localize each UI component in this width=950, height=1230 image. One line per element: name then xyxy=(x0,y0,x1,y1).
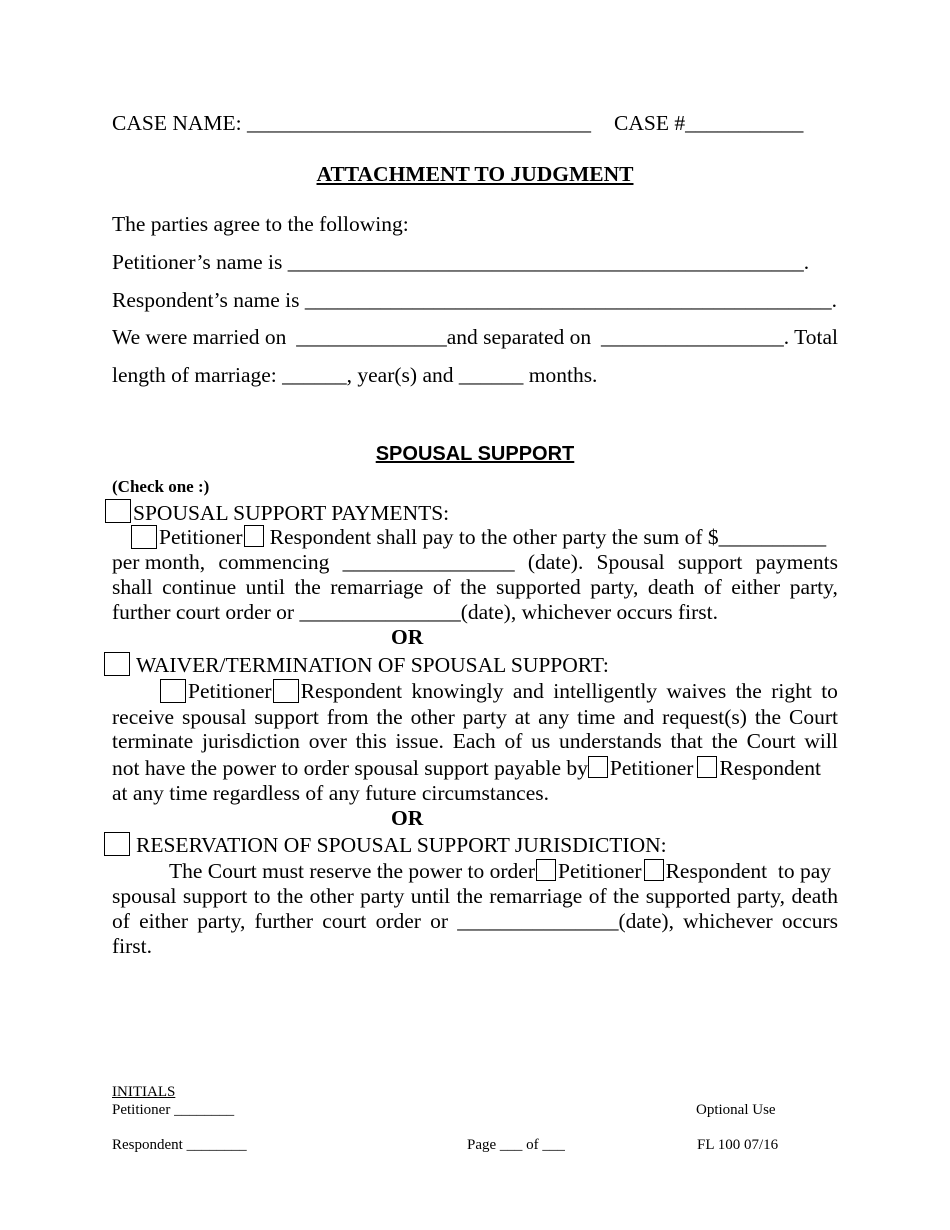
word: the xyxy=(613,884,640,908)
word: whichever xyxy=(683,909,773,933)
petitioner-initials: Petitioner ________ xyxy=(112,1102,235,1118)
word: time xyxy=(577,705,616,729)
opt2-petitioner-label: Petitioner xyxy=(188,679,272,703)
word: either xyxy=(731,575,781,599)
page-title: ATTACHMENT TO JUDGMENT xyxy=(316,162,634,186)
word: to xyxy=(821,679,838,703)
word: party, xyxy=(789,575,838,599)
word: the xyxy=(711,729,738,753)
opt2-line4 xyxy=(112,756,838,781)
petitioner-name-line: Petitioner’s name is ________________________________________________. xyxy=(112,250,810,274)
word: and xyxy=(623,705,655,729)
word: to xyxy=(253,884,271,908)
checkbox-opt2-payable-respondent[interactable] xyxy=(697,756,717,778)
word: shall xyxy=(112,575,153,599)
word: of xyxy=(504,729,523,753)
checkbox-reservation[interactable] xyxy=(104,832,130,856)
opt1-line2 xyxy=(112,550,838,575)
word: order xyxy=(375,909,421,933)
opt1-petitioner-label: Petitioner xyxy=(159,525,243,549)
word: Spousal xyxy=(596,550,665,574)
word: until xyxy=(245,575,286,599)
respondent-initials: Respondent ________ xyxy=(112,1137,247,1153)
word: issue. xyxy=(395,729,444,753)
word: us xyxy=(531,729,551,753)
checkbox-opt2-petitioner[interactable] xyxy=(160,679,186,703)
word: from xyxy=(326,705,369,729)
word: spousal xyxy=(181,705,247,729)
word: the xyxy=(460,575,487,599)
respondent-name-line: Respondent’s name is _________________________________________________. xyxy=(112,288,838,312)
married-label: We were married on xyxy=(112,325,287,349)
word: supported xyxy=(495,575,581,599)
section-title: SPOUSAL SUPPORT xyxy=(375,443,575,465)
word: either xyxy=(139,909,189,933)
checkbox-opt1-respondent[interactable] xyxy=(244,525,264,547)
opt2-line1 xyxy=(160,679,838,704)
word: ________________ xyxy=(342,550,515,574)
word: understands xyxy=(559,729,662,753)
opt3-line1-text: The Court must reserve the power to order xyxy=(169,859,535,883)
opt3-petitioner-label: Petitioner xyxy=(557,859,642,883)
word: other xyxy=(309,884,354,908)
word: this xyxy=(355,729,387,753)
marriage-dates-line xyxy=(112,325,838,350)
word: the xyxy=(294,575,321,599)
opt3-line1 xyxy=(169,859,838,884)
opt2-line3 xyxy=(112,729,838,754)
word: of xyxy=(703,575,722,599)
word: the xyxy=(754,705,782,729)
word: or xyxy=(430,909,449,933)
opt3-line4: first. xyxy=(112,934,153,958)
word: death xyxy=(791,884,838,908)
option-reservation-jurisdiction xyxy=(104,832,667,858)
word: further xyxy=(254,909,314,933)
word: intelligently xyxy=(553,679,658,703)
word: remarriage xyxy=(330,575,424,599)
initials-heading: INITIALS xyxy=(112,1084,176,1100)
check-one-note: (Check one :) xyxy=(112,477,210,496)
word: (date). xyxy=(527,550,584,574)
word: request(s) xyxy=(662,705,747,729)
checkbox-opt3-petitioner[interactable] xyxy=(536,859,556,881)
case-name-field: CASE NAME: ________________________________ xyxy=(112,111,591,135)
word: and xyxy=(512,679,544,703)
word: the xyxy=(276,884,304,908)
word: continue xyxy=(162,575,237,599)
word: payments xyxy=(755,550,838,574)
word: death xyxy=(647,575,695,599)
word: party, xyxy=(197,909,246,933)
word: at xyxy=(514,705,531,729)
checkbox-waiver[interactable] xyxy=(104,652,130,676)
or-divider-1: OR xyxy=(391,625,424,649)
total-label: _________________. Total xyxy=(601,325,838,349)
word: knowingly xyxy=(411,679,504,703)
word: Respondent xyxy=(300,679,403,703)
word: supported xyxy=(645,884,731,908)
opt3-line3 xyxy=(112,909,838,934)
word: Each xyxy=(452,729,496,753)
form-number: FL 100 07/16 xyxy=(697,1137,779,1153)
opt2-line2 xyxy=(112,705,838,730)
word: party, xyxy=(736,884,786,908)
opt1-line1-text: Respondent shall pay to the other party the sum of $__________ xyxy=(269,525,827,549)
word: per month, xyxy=(112,550,206,574)
checkbox-opt1-petitioner[interactable] xyxy=(131,525,157,549)
opt1-line4: further court order or _______________(date), whichever occurs first. xyxy=(112,600,718,624)
word: will xyxy=(804,729,838,753)
word: party, xyxy=(590,575,639,599)
word: receive xyxy=(112,705,175,729)
option-spousal-support-payments xyxy=(105,499,449,526)
word: waives xyxy=(666,679,727,703)
word: support xyxy=(182,884,248,908)
word: the xyxy=(376,705,403,729)
word: the xyxy=(456,884,483,908)
word: any xyxy=(538,705,570,729)
word: Court xyxy=(789,705,838,729)
checkbox-support-payments[interactable] xyxy=(105,499,131,523)
intro-text: The parties agree to the following: xyxy=(112,212,409,236)
word: party xyxy=(462,705,507,729)
opt3-respondent-label: Respondent to pay xyxy=(665,859,832,883)
word: of xyxy=(588,884,607,908)
or-divider-2: OR xyxy=(391,806,424,830)
word: spousal xyxy=(112,884,177,908)
word: the xyxy=(735,679,762,703)
word: Court xyxy=(746,729,796,753)
checkbox-opt2-respondent[interactable] xyxy=(273,679,299,703)
word: support xyxy=(677,550,743,574)
opt3-line2 xyxy=(112,884,838,909)
word: _______________(date), xyxy=(457,909,674,933)
opt2-payable-petitioner-label: Petitioner xyxy=(609,756,694,780)
word: other xyxy=(410,705,455,729)
opt1-line3 xyxy=(112,575,838,600)
opt1-line1 xyxy=(131,525,838,550)
checkbox-opt3-respondent[interactable] xyxy=(644,859,664,881)
optional-use: Optional Use xyxy=(696,1102,776,1118)
option-waiver-termination xyxy=(104,652,609,678)
option1-title: SPOUSAL SUPPORT PAYMENTS: xyxy=(133,501,450,525)
word: until xyxy=(410,884,451,908)
word: jurisdiction xyxy=(201,729,300,753)
option2-title: WAIVER/TERMINATION OF SPOUSAL SUPPORT: xyxy=(136,653,609,677)
page-number: Page ___ of ___ xyxy=(467,1137,565,1153)
word: terminate xyxy=(112,729,194,753)
checkbox-opt2-payable-petitioner[interactable] xyxy=(588,756,608,778)
word: right xyxy=(771,679,812,703)
opt2-line1-lead xyxy=(160,679,402,704)
word: party xyxy=(360,884,405,908)
word: that xyxy=(670,729,703,753)
word: commencing xyxy=(218,550,330,574)
marriage-length-line: length of marriage: ______, year(s) and ______ months. xyxy=(112,363,598,387)
word: over xyxy=(308,729,347,753)
word: of xyxy=(112,909,130,933)
case-number-field: CASE #___________ xyxy=(614,111,804,135)
opt2-line4-text: not have the power to order spousal support payable by xyxy=(112,756,588,780)
opt2-line5: at any time regardless of any future circumstances. xyxy=(112,781,549,805)
word: support xyxy=(254,705,319,729)
word: court xyxy=(322,909,367,933)
word: remarriage xyxy=(489,884,583,908)
opt2-payable-respondent-label: Respondent xyxy=(719,756,822,780)
word: occurs xyxy=(781,909,838,933)
word: of xyxy=(432,575,451,599)
option3-title: RESERVATION OF SPOUSAL SUPPORT JURISDICTION: xyxy=(136,833,667,857)
separated-label: ______________and separated on xyxy=(296,325,592,349)
